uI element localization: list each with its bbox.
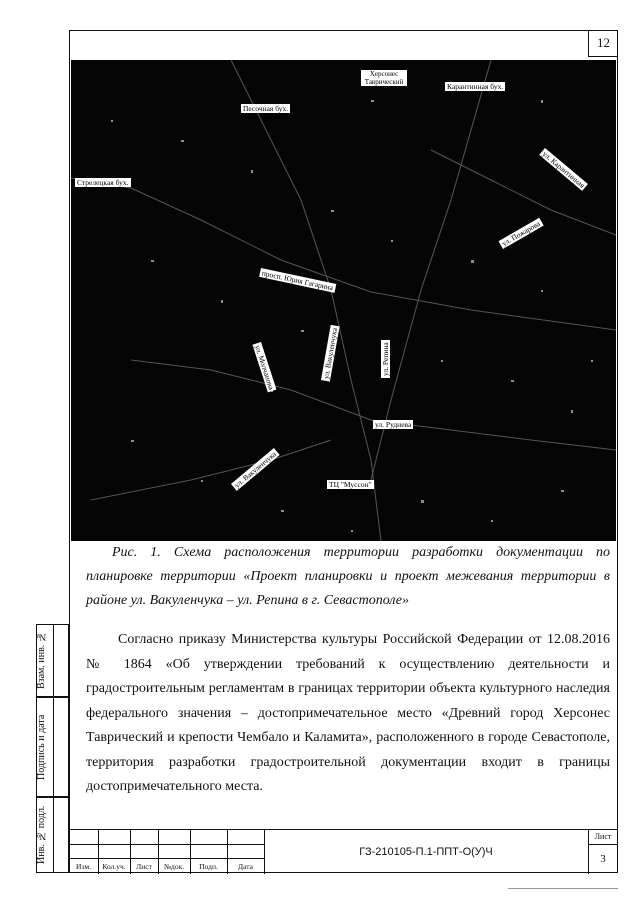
header-izm: Изм. — [76, 862, 91, 871]
header-kol-uch: Кол.уч. — [102, 862, 126, 871]
map-terrain — [71, 60, 616, 541]
document-code: ГЗ-210105-П.1-ППТ-О(У)Ч — [359, 846, 493, 858]
label-musson: ТЦ "Муссон" — [329, 480, 372, 489]
label-gagarina-avenue: просп. Юрия Гагарина — [261, 268, 334, 293]
figure-caption — [86, 541, 610, 613]
side-label-vzam-inv: Взам. инв. № — [36, 631, 47, 690]
figure-caption-text: Схема расположения территории разработки документации по планировке территории «Проект планировки и проект межевания территории в районе ул. Вакуленчука – ул. Репина в г. Севастополе» — [86, 545, 611, 608]
figure-number: Рис. 1. — [112, 545, 161, 560]
label-vakulenchuka-street-1: ул. Вакуленчука — [321, 327, 340, 380]
header-list: Лист — [136, 862, 152, 871]
label-karantinnaya-bay: Карантинная бух. — [447, 82, 504, 91]
side-label-inv-podl: Инв. № подл. — [36, 805, 47, 865]
label-pozharova-street: ул. Пожарова — [500, 218, 542, 248]
label-repina-street: ул. Репина — [381, 342, 390, 376]
label-rudneva-street: ул. Руднева — [375, 420, 412, 429]
bottom-rule — [508, 888, 618, 889]
header-data: Дата — [238, 862, 253, 871]
body-paragraph: Согласно приказу Министерства культуры Российской Федерации от 12.08.2016 № 1864 «Об утверждении требований к осуществлению деятельности и градостроительным регламентам в границах территории объекта культурного наследия федерального значения – достопримечательное место «Древний город Херсонес Таврический и крепости Чембало и Каламита», расположенного в городе Севастополе, территория разработки градостроительной документации входит в границы достопримечательного места. — [86, 632, 610, 794]
header-podp: Подп. — [199, 862, 218, 871]
label-vakulenchuka-street-2: ул. Вакуленчука — [232, 449, 278, 490]
page-number: 12 — [588, 30, 618, 57]
label-molchanova-street: ул. Молчанова — [253, 343, 276, 391]
header-ndok: №док. — [163, 862, 185, 871]
location-map — [71, 60, 616, 541]
side-label-signature-date: Подпись и дата — [36, 714, 47, 780]
label-pesochnaya-bay: Песочная бух. — [243, 104, 289, 113]
label-chersonese: Херсонес Таврический — [361, 70, 407, 86]
label-streletskaya-bay: Стрелецкая бух. — [77, 178, 129, 187]
title-block — [69, 829, 618, 874]
sheet-label: Лист — [594, 832, 612, 841]
sheet-number: 3 — [600, 853, 606, 865]
label-karantinnaya-street: ул. Карантинная — [540, 149, 587, 190]
